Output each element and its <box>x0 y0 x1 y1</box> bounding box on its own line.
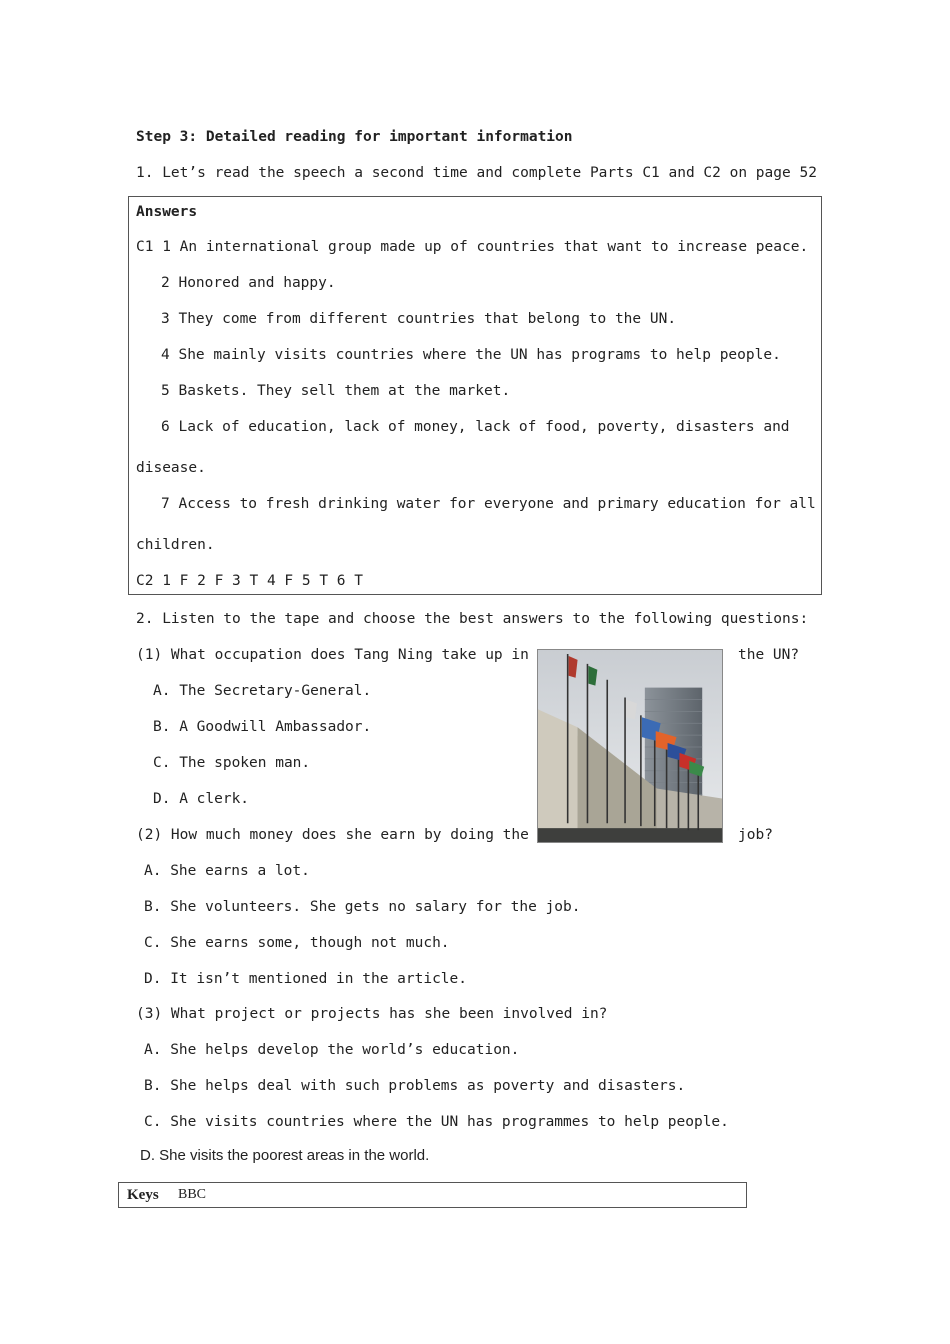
answer-c1-6: 6 Lack of education, lack of money, lack of food, poverty, disasters and <box>161 419 790 435</box>
answers-title: Answers <box>136 204 198 220</box>
q2-option-a: A. She earns a lot. <box>144 863 310 879</box>
q2-option-b: B. She volunteers. She gets no salary for the job. <box>144 899 581 915</box>
answer-c1-7-cont: children. <box>136 537 215 553</box>
answer-c1-1: C1 1 An international group made up of countries that want to increase peace. <box>136 239 809 255</box>
answer-c1-5: 5 Baskets. They sell them at the market. <box>161 383 511 399</box>
keys-label: Keys <box>127 1187 159 1203</box>
keys-box <box>118 1182 747 1208</box>
q2-stem: (2) How much money does she earn by doing the <box>136 827 529 843</box>
answer-c1-3: 3 They come from different countries that belong to the UN. <box>161 311 677 327</box>
section-heading: Step 3: Detailed reading for important information <box>136 129 573 145</box>
keys-value: BBC <box>178 1187 207 1202</box>
q1-stem: (1) What occupation does Tang Ning take up in <box>136 647 529 663</box>
q1-stem-end: the UN? <box>738 647 800 663</box>
q3-option-b: B. She helps deal with such problems as poverty and disasters. <box>144 1078 686 1094</box>
q1-option-c: C. The spoken man. <box>153 755 311 771</box>
un-headquarters-photo <box>537 649 723 843</box>
answer-c1-2: 2 Honored and happy. <box>161 275 336 291</box>
q3-stem: (3) What project or projects has she been involved in? <box>136 1006 608 1022</box>
answer-c2: C2 1 F 2 F 3 T 4 F 5 T 6 T <box>136 573 363 589</box>
q3-option-a: A. She helps develop the world’s education. <box>144 1042 520 1058</box>
q2-option-d: D. It isn’t mentioned in the article. <box>144 971 468 987</box>
task-2-instruction: 2. Listen to the tape and choose the best answers to the following questions: <box>136 611 809 627</box>
q3-option-c: C. She visits countries where the UN has programmes to help people. <box>144 1114 729 1130</box>
answer-c1-4: 4 She mainly visits countries where the UN has programs to help people. <box>161 347 781 363</box>
answer-c1-7: 7 Access to fresh drinking water for everyone and primary education for all <box>161 496 816 512</box>
q2-stem-end: job? <box>738 827 773 843</box>
q3-option-d: D. She visits the poorest areas in the world. <box>140 1147 430 1164</box>
q1-option-a: A. The Secretary-General. <box>153 683 372 699</box>
q1-option-d: D. A clerk. <box>153 791 250 807</box>
task-1-instruction: 1. Let’s read the speech a second time and complete Parts C1 and C2 on page 52 <box>136 165 817 181</box>
q2-option-c: C. She earns some, though not much. <box>144 935 450 951</box>
q1-option-b: B. A Goodwill Ambassador. <box>153 719 372 735</box>
answer-c1-6-cont: disease. <box>136 460 206 476</box>
